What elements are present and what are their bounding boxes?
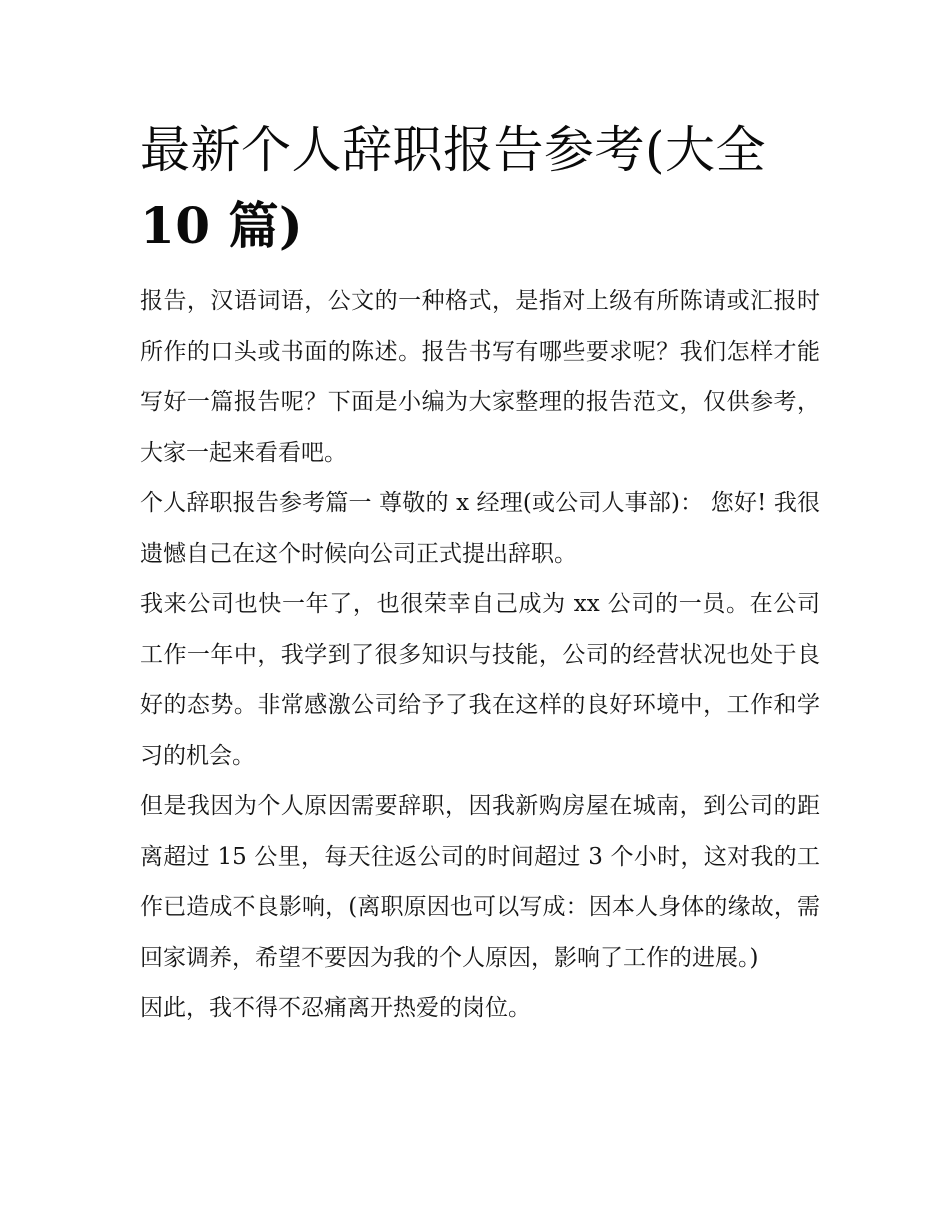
document-title xyxy=(140,112,830,264)
paragraph-salutation: 个人辞职报告参考篇一 尊敬的 x 经理(或公司人事部)： 您好! 我很遗憾自己在这个时候向公司正式提出辞职。 xyxy=(140,490,820,567)
document-body xyxy=(140,276,820,1034)
paragraph-reason: 但是我因为个人原因需要辞职，因我新购房屋在城南，到公司的距离超过 15 公里，每天往返公司的时间超过 3 个小时，这对我的工作已造成不良影响，(离职原因也可以写成：因本人身体的缘故，需回家调养，希望不要因为我的个人原因，影响了工作的进展。) xyxy=(140,793,820,971)
title-line-2: 10 篇) xyxy=(140,196,304,255)
paragraph-intro: 报告，汉语词语，公文的一种格式，是指对上级有所陈请或汇报时所作的口头或书面的陈述。报告书写有哪些要求呢？我们怎样才能写好一篇报告呢？下面是小编为大家整理的报告范文，仅供参考，大家一起来看看吧。 xyxy=(140,288,820,466)
title-line-1: 最新个人辞职报告参考(大全 xyxy=(140,121,767,179)
paragraph-gratitude: 我来公司也快一年了，也很荣幸自己成为 xx 公司的一员。在公司工作一年中，我学到了很多知识与技能，公司的经营状况也处于良好的态势。非常感激公司给予了我在这样的良好环境中，工作和学习的机会。 xyxy=(140,591,820,769)
paragraph-conclusion: 因此，我不得不忍痛离开热爱的岗位。 xyxy=(140,995,531,1021)
